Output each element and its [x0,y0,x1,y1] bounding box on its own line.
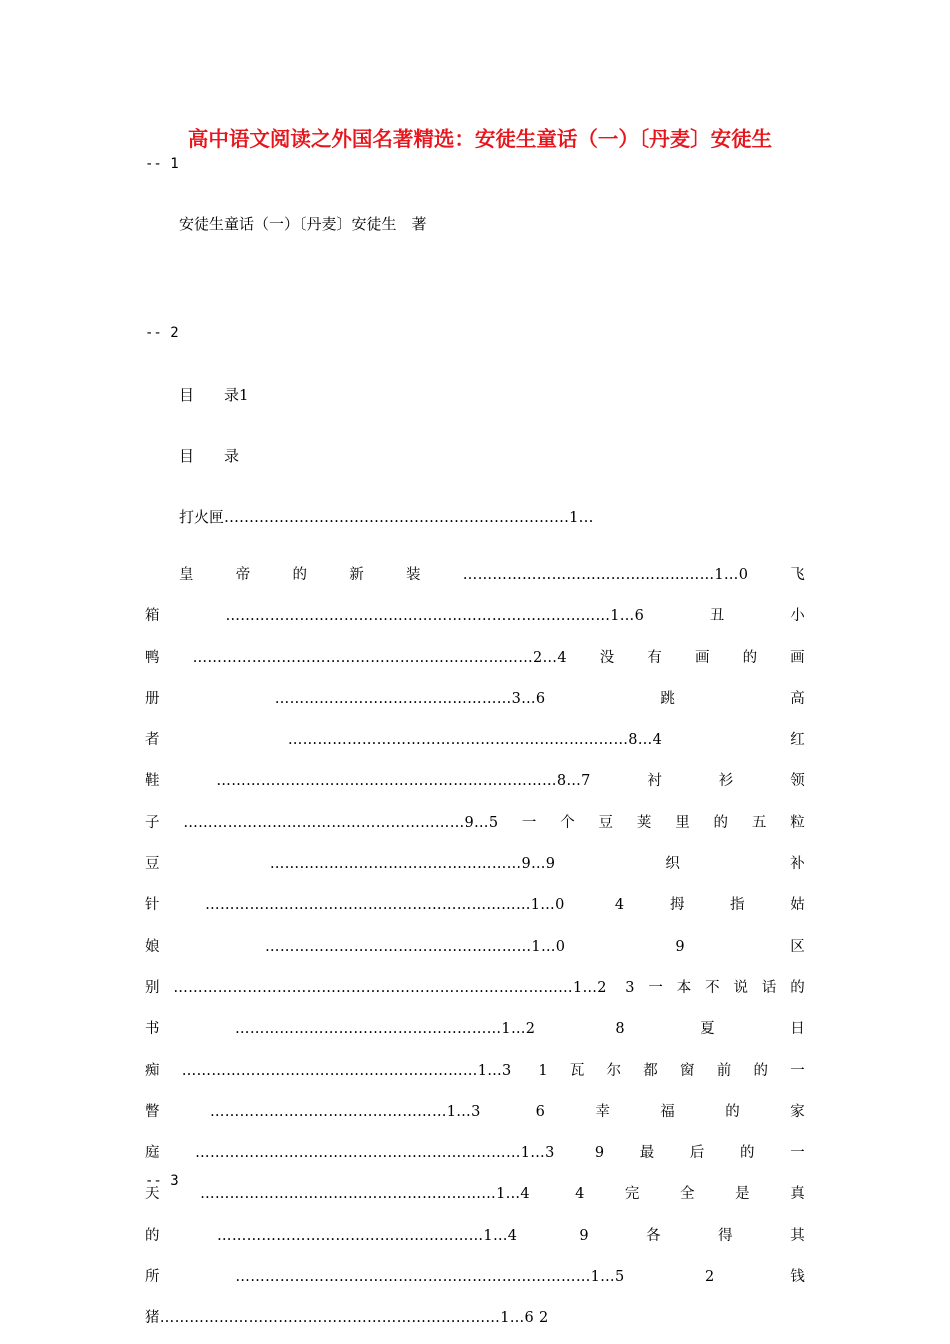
page-marker-2: -- 2 [145,325,179,341]
toc-paragraph: 皇帝的新装……………………………………………1…0飞箱……………………………………………………………………1…6丑小鸭……………………………………………………………2…4没有画的画册…………………………………………3…6跳高者……………………………………………………………8…4红鞋……………………………………………………………8…7衬衫领子…………………………………………………9…5一个豆荚里的五粒豆……………………………………………9…9织补针…………………………………………………………1…0 4拇指姑娘………………………………………………1…0 9区别………………………………………………………………………1…2 3一本不说话的书………………………………………………1…2 8夏日痴……………………………………………………1…3 1瓦尔都窗前的一瞥…………………………………………1…3 6幸福的家庭…………………………………………………………1…3 9最后的一天……………………………………………………1…4 4完全是真的………………………………………………1…4 9各得其所………………………………………………………………1…5 2钱猪……………………………………………………………1…6 2 [145,567,805,1327]
book-subtitle: 安徒生童话（一）〔丹麦〕安徒生 著 [179,215,427,233]
contents-heading-2: 目 录 [179,447,240,465]
toc-first-entry: 打火匣……………………………………………………………1… [179,508,594,526]
page-marker-3: -- 3 [145,1173,179,1189]
contents-heading-1: 目 录1 [179,386,249,404]
page-marker-1: -- 1 [145,156,179,172]
document-title: 高中语文阅读之外国名著精选：安徒生童话（一）〔丹麦〕安徒生 [187,127,773,151]
